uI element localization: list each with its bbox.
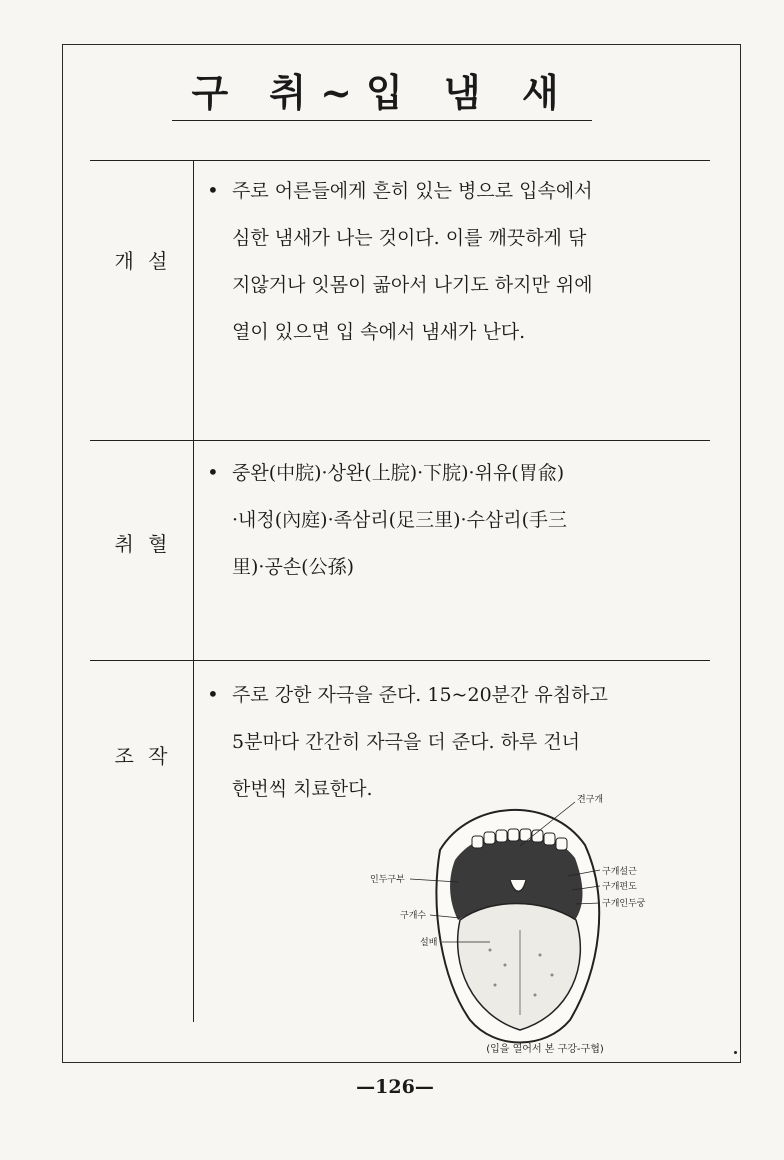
section-label-acupoints: 취 혈 <box>114 532 172 556</box>
section-text-procedure: 주로 강한 자극을 준다. 15~20분간 유침하고 5분마다 간간히 자극을 더 준다. 하루 건너 한번씩 치료한다. <box>232 684 608 800</box>
column-divider <box>193 160 194 1022</box>
diagram-label: 구개수 <box>400 911 427 921</box>
title-underline <box>172 120 592 121</box>
bullet-icon: • <box>207 178 219 202</box>
page-number: —126— <box>356 1076 434 1098</box>
page-title: 구 취~입 냄 새 <box>191 70 573 115</box>
row-divider-2 <box>90 660 710 661</box>
diagram-label: 구개편도 <box>602 882 637 892</box>
section-text-overview: 주로 어른들에게 흔히 있는 병으로 입속에서 심한 냄새가 나는 것이다. 이를 깨끗하게 닦 지않거나 잇몸이 곪아서 나기도 하지만 위에 열이 있으면 입 속에서 냄새가 난다. <box>232 180 593 343</box>
mouth-diagram <box>370 790 670 1060</box>
bullet-icon: • <box>207 682 219 706</box>
diagram-label: 구개설근 <box>602 867 637 877</box>
row-divider-top <box>90 160 710 161</box>
diagram-label: 설배 <box>420 938 438 948</box>
section-label-procedure: 조 작 <box>114 744 172 768</box>
section-label-overview: 개 설 <box>114 249 172 273</box>
row-divider-1 <box>90 440 710 441</box>
corner-dot <box>734 1051 737 1054</box>
diagram-label: 인두구부 <box>370 875 405 885</box>
section-text-acupoints: 중완(中脘)·상완(上脘)·下脘)·위유(胃兪) ·내정(內庭)·족삼리(足三里)·수삼리(手三 里)·공손(公孫) <box>232 462 568 578</box>
diagram-label: 구개인두궁 <box>602 899 646 909</box>
diagram-caption: (입을 열어서 본 구강-구협) <box>486 1044 604 1055</box>
diagram-label: 견구개 <box>577 795 604 805</box>
bullet-icon: • <box>207 460 219 484</box>
